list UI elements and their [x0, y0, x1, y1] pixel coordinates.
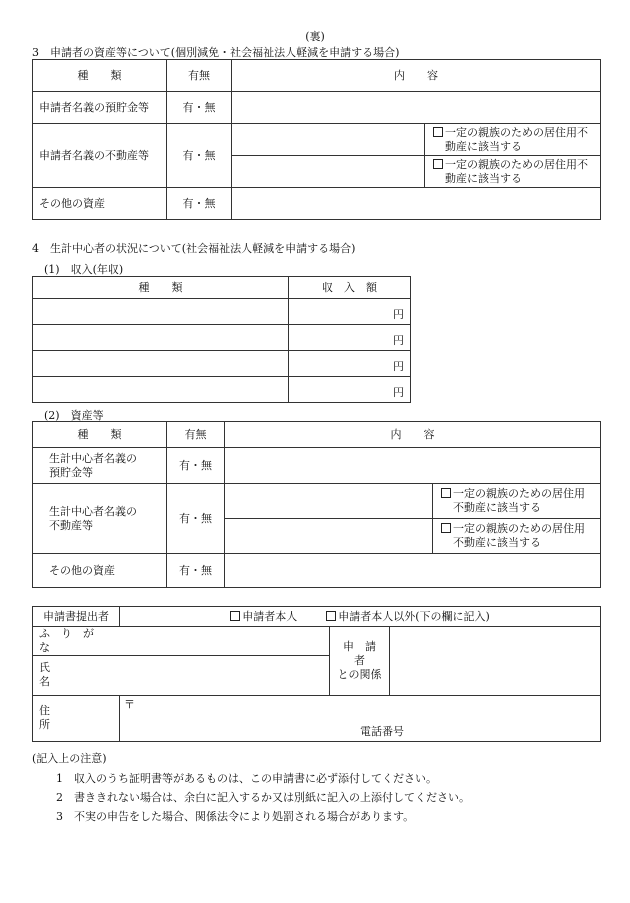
note-item: 2 書ききれない場合は、余白に記入するか又は別紙に記入の上添付してください。 — [56, 791, 470, 804]
phone-label: 電話番号 — [360, 724, 404, 738]
income-amount-cell[interactable]: 円 — [289, 377, 411, 403]
col-has: 有無 — [167, 60, 232, 92]
income-col-amount: 収 入 額 — [289, 277, 411, 299]
income-kind-cell[interactable] — [33, 325, 289, 351]
row-savings-content[interactable] — [225, 448, 601, 484]
relation-label: 申 請 者 との関係 — [330, 627, 390, 696]
row-savings-has[interactable]: 有・無 — [167, 448, 225, 484]
row-other-label: その他の資産 — [33, 188, 167, 220]
row-savings-has[interactable]: 有・無 — [167, 92, 232, 124]
residence-check-2[interactable]: 一定の親族のための居住用 不動産に該当する — [433, 519, 601, 554]
section3-table — [32, 59, 601, 220]
address-label: 住 所 — [33, 695, 120, 741]
address-input[interactable] — [120, 695, 601, 741]
income-table — [32, 276, 411, 403]
income-kind-cell[interactable] — [33, 351, 289, 377]
row-savings-label: 生計中心者名義の 預貯金等 — [33, 448, 167, 484]
checkbox-icon[interactable] — [441, 488, 451, 498]
section4-assets-table — [32, 421, 601, 588]
income-amount-cell[interactable]: 円 — [289, 325, 411, 351]
checkbox-icon[interactable] — [433, 127, 443, 137]
name-label: 氏 名 — [33, 655, 120, 695]
income-kind-cell[interactable] — [33, 299, 289, 325]
row-other-content[interactable] — [225, 554, 601, 588]
option-self[interactable]: 申請者本人 — [242, 609, 298, 623]
checkbox-icon[interactable] — [326, 611, 336, 621]
row-other-content[interactable] — [232, 188, 601, 220]
residence-check-2[interactable]: 一定の親族のための居住用不 動産に該当する — [425, 156, 601, 188]
row-other-has[interactable]: 有・無 — [167, 188, 232, 220]
furigana-input[interactable] — [120, 627, 330, 656]
submitter-label: 申請書提出者 — [33, 607, 120, 627]
note-item: 3 不実の申告をした場合、関係法令により処罰される場合があります。 — [56, 810, 415, 823]
row-realestate-label: 生計中心者名義の 不動産等 — [33, 484, 167, 554]
checkbox-icon[interactable] — [433, 159, 443, 169]
postal-mark: 〒 — [124, 697, 135, 711]
row-savings-label: 申請者名義の預貯金等 — [33, 92, 167, 124]
section4-heading: 4 生計中心者の状況について(社会福祉法人軽減を申請する場合) — [32, 242, 356, 255]
col-content: 内 容 — [232, 60, 601, 92]
checkbox-icon[interactable] — [230, 611, 240, 621]
note-item: 1 収入のうち証明書等があるものは、この申請書に必ず添付してください。 — [56, 772, 437, 785]
row-realestate-content-1[interactable] — [232, 124, 425, 156]
residence-check-1[interactable]: 一定の親族のための居住用不 動産に該当する — [425, 124, 601, 156]
col-content: 内 容 — [225, 422, 601, 448]
row-realestate-label: 申請者名義の不動産等 — [33, 124, 167, 188]
col-has: 有無 — [167, 422, 225, 448]
checkbox-icon[interactable] — [441, 523, 451, 533]
option-other[interactable]: 申請者本人以外(下の欄に記入) — [338, 609, 490, 623]
submitter-table — [32, 606, 601, 742]
row-realestate-has[interactable]: 有・無 — [167, 484, 225, 554]
submitter-options — [120, 607, 601, 627]
row-other-label: その他の資産 — [33, 554, 167, 588]
name-input[interactable] — [120, 655, 330, 695]
row-other-has[interactable]: 有・無 — [167, 554, 225, 588]
income-kind-cell[interactable] — [33, 377, 289, 403]
row-realestate-content-2[interactable] — [232, 156, 425, 188]
residence-check-1[interactable]: 一定の親族のための居住用 不動産に該当する — [433, 484, 601, 519]
row-realestate-content-2[interactable] — [225, 519, 433, 554]
assets-heading: (2) 資産等 — [44, 409, 104, 422]
income-amount-cell[interactable]: 円 — [289, 299, 411, 325]
income-heading: (1) 収入(年収) — [44, 263, 124, 276]
side-label: (裏) — [305, 30, 325, 43]
income-amount-cell[interactable]: 円 — [289, 351, 411, 377]
row-realestate-has[interactable]: 有・無 — [167, 124, 232, 188]
col-kind: 種 類 — [33, 60, 167, 92]
row-savings-content[interactable] — [232, 92, 601, 124]
col-kind: 種 類 — [33, 422, 167, 448]
relation-input[interactable] — [390, 627, 601, 696]
income-col-kind: 種 類 — [33, 277, 289, 299]
furigana-label: ふ り が な — [33, 627, 120, 656]
notes-heading: (記入上の注意) — [32, 752, 107, 765]
row-realestate-content-1[interactable] — [225, 484, 433, 519]
section3-heading: 3 申請者の資産等について(個別減免・社会福祉法人軽減を申請する場合) — [32, 46, 400, 59]
